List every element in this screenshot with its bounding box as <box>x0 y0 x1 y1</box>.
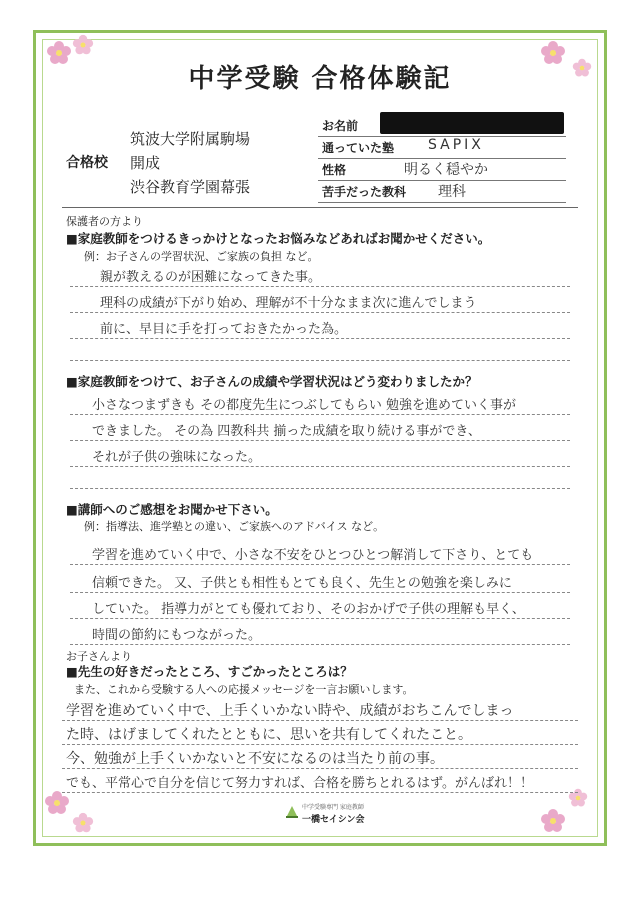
ruled-line <box>70 360 570 361</box>
flower-icon <box>44 790 70 816</box>
ruled-line <box>70 618 570 619</box>
answer-3-line: 信頼できた。 又、子供とも相性もとても良く、先生との勉強を楽しみに <box>92 576 512 591</box>
ruled-line <box>70 488 570 489</box>
school-item: 渋谷教育学園幕張 <box>130 178 251 196</box>
answer-1-line: 親が教えるのが困難になってきた事。 <box>100 270 322 285</box>
ruled-line <box>70 466 570 467</box>
flower-icon <box>72 34 94 56</box>
answer-3-line: していた。 指導力がとても優れており、そのおかげで子供の理解も早く、 <box>92 602 525 617</box>
answer-2-line: それが子供の強味になった。 <box>92 450 262 465</box>
answer-2-line: 小さなつまずきも その都度先生につぶしてもらい 勉強を進めていく事が <box>92 398 517 413</box>
ruled-line <box>62 768 578 769</box>
personality-label: 性格 <box>322 163 347 177</box>
question-1-example: 例：お子さんの学習状況、ご家族の負担 など。 <box>84 250 319 263</box>
child-answer-line: 学習を進めていく中で、上手くいかない時や、成績がおちこんでしまっ <box>66 703 514 719</box>
flower-icon <box>568 788 588 808</box>
answer-1-line: 前に、早目に手を打っておきたかった為。 <box>100 322 348 337</box>
question-3: ■講師へのご感想をお聞かせ下さい。 <box>66 502 278 517</box>
child-answer-line: でも、平常心で自分を信じて努力すれば、合格を勝ちとれるはず。がんばれ！！ <box>66 776 533 791</box>
answer-3-line: 学習を進めていく中で、小さな不安をひとつひとつ解消して下さり、とても <box>92 548 534 563</box>
divider <box>62 207 578 208</box>
ruled-line <box>70 564 570 565</box>
personality-value: 明るく穏やか <box>404 162 488 178</box>
page-title: 中学受験 合格体験記 <box>188 64 452 94</box>
redacted-name <box>380 112 564 134</box>
weak-label: 苦手だった教科 <box>322 185 407 199</box>
flower-icon <box>540 808 566 834</box>
juku-label: 通っていた塾 <box>322 141 395 155</box>
info-row-weak <box>318 180 566 203</box>
school-label: 合格校 <box>66 155 108 171</box>
ruled-line <box>70 312 570 313</box>
logo-mark-icon <box>284 804 300 820</box>
ruled-line <box>62 792 578 793</box>
answer-1-line: 理科の成績が下がり始め、理解が不十分なまま次に進んでしまう <box>100 296 477 311</box>
child-answer-line: 今、勉強が上手くいかないと不安になるのは当たり前の事。 <box>66 751 444 767</box>
ruled-line <box>70 644 570 645</box>
ruled-line <box>62 744 578 745</box>
question-1: ■家庭教師をつけるきっかけとなったお悩みなどあればお聞かせください。 <box>66 231 491 246</box>
child-heading: お子さんより <box>66 650 132 663</box>
footer-tagline: 中学受験専門 家庭教師 <box>302 804 364 811</box>
ruled-line <box>70 338 570 339</box>
question-4: ■先生の好きだったところ、すごかったところは？ <box>66 664 353 679</box>
juku-value: SAPIX <box>428 137 484 153</box>
info-row-personality <box>318 158 566 181</box>
question-4-sub: また、これから受験する人への応援メッセージを一言お願いします。 <box>74 683 414 696</box>
answer-2-line: できました。 その為 四教科共 揃った成績を取り続ける事ができ、 <box>92 424 481 439</box>
school-item: 開成 <box>130 154 161 172</box>
ruled-line <box>70 286 570 287</box>
footer-brand: 一橋セイシン会 <box>302 815 365 825</box>
weak-value: 理科 <box>438 184 466 200</box>
answer-3-line: 時間の節約にもつながった。 <box>92 628 262 643</box>
question-2: ■家庭教師をつけて、お子さんの成績や学習状況はどう変わりましたか？ <box>66 374 478 389</box>
footer-logo <box>270 800 390 834</box>
parent-heading: 保護者の方より <box>66 215 143 228</box>
info-row-juku <box>318 136 566 159</box>
ruled-line <box>70 440 570 441</box>
flower-icon <box>72 812 94 834</box>
child-answer-line: た時、はげましてくれたとともに、思いを共有してくれたこと。 <box>66 727 472 743</box>
ruled-line <box>70 592 570 593</box>
ruled-line <box>62 720 578 721</box>
school-item: 筑波大学附属駒場 <box>130 130 251 148</box>
ruled-line <box>70 414 570 415</box>
question-3-example: 例：指導法、進学塾との違い、ご家族へのアドバイス など。 <box>84 520 385 533</box>
name-label: お名前 <box>322 119 359 133</box>
